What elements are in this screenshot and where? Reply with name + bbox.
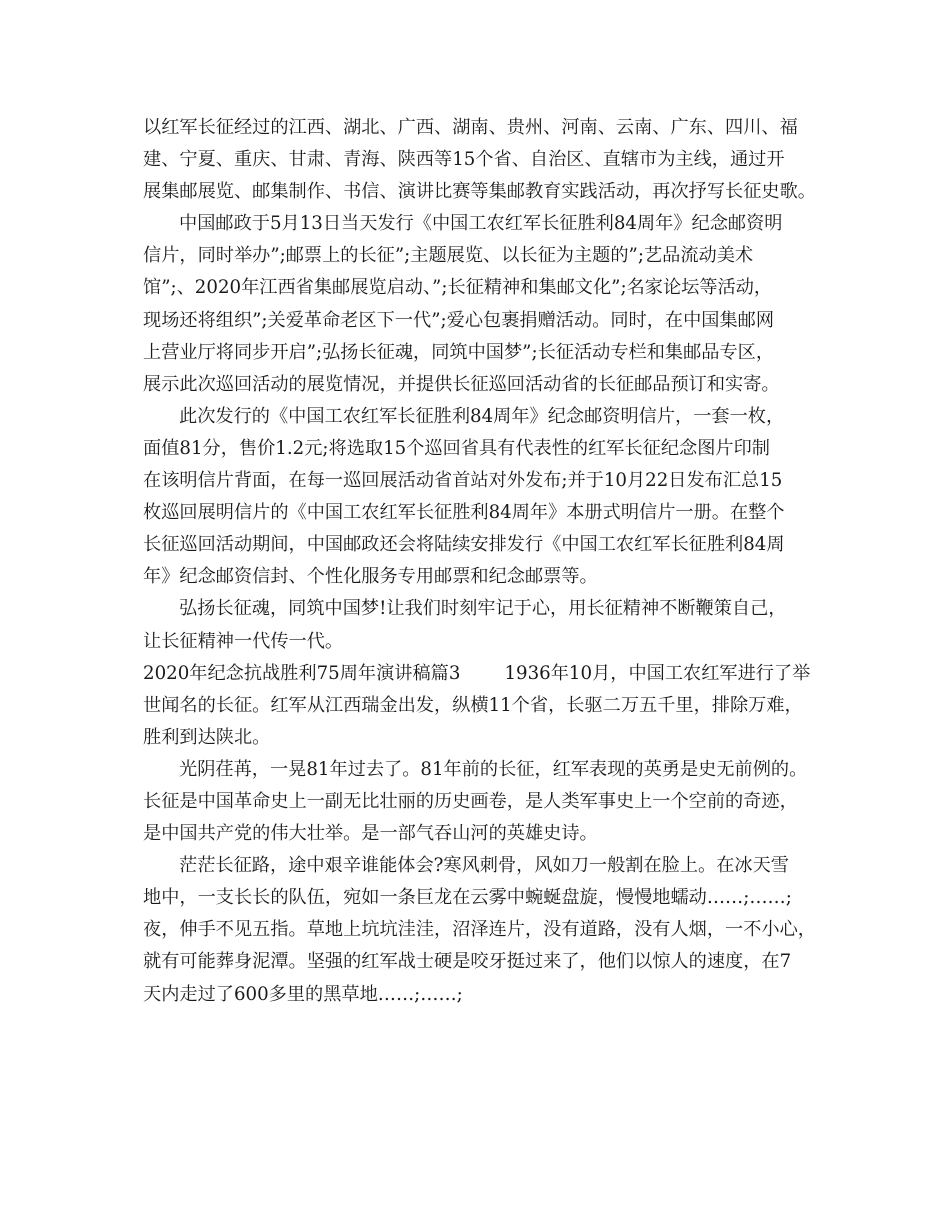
heading-line <box>143 658 823 690</box>
text-line: 枚巡回展明信片的《中国工农红军长征胜利84周年》本册式明信片一册。在整个 <box>143 502 785 524</box>
text-line: 长征巡回活动期间，中国邮政还会将陆续安排发行《中国工农红军长征胜利84周 <box>143 534 785 556</box>
text-block-1 <box>143 112 823 658</box>
text-line: 茫茫长征路，途中艰辛谁能体会?寒风刺骨，风如刀一般割在脸上。在冰天雪 <box>179 855 789 877</box>
text-line: 是中国共产党的伟大壮举。是一部气吞山河的英雄史诗。 <box>143 823 598 845</box>
text-line: 让长征精神一代传一代。 <box>143 630 344 652</box>
text-line: 地中，一支长长的队伍，宛如一条巨龙在云雾中蜿蜒盘旋，慢慢地蠕动……;……; <box>143 887 792 909</box>
text-line: 信片，同时举办”;邮票上的长征”;主题展览、以长征为主题的”;艺品流动美术 <box>143 245 754 267</box>
text-line: 光阴荏苒，一晃81年过去了。81年前的长征，红军表现的英勇是史无前例的。 <box>179 758 808 780</box>
text-line: 以红军长征经过的江西、湖北、广西、湖南、贵州、河南、云南、广东、四川、福 <box>143 117 798 138</box>
text-line: 面值81分，售价1.2元;将选取15个巡回省具有代表性的红军长征纪念图片印制 <box>143 437 770 459</box>
text-line: 此次发行的《中国工农红军长征胜利84周年》纪念邮资明信片，一套一枚， <box>179 405 785 427</box>
text-line: 馆”;、2020年江西省集邮展览启动、”;长征精神和集邮文化”;名家论坛等活动， <box>143 277 773 299</box>
heading-continuation: 1936年10月，中国工农红军进行了举 <box>504 662 811 684</box>
text-line: 长征是中国革命史上一副无比壮丽的历史画卷，是人类军事史上一个空前的奇迹， <box>143 790 798 812</box>
text-line: 展示此次巡回活动的展览情况，并提供长征巡回活动省的长征邮品预订和实寄。 <box>143 373 780 395</box>
text-line: 中国邮政于5月13日当天发行《中国工农红军长征胜利84周年》纪念邮资明 <box>179 213 783 235</box>
text-block-2 <box>143 690 823 1011</box>
document-body <box>143 112 823 1011</box>
text-line: 年》纪念邮资信封、个性化服务专用邮票和纪念邮票等。 <box>143 566 598 588</box>
text-line: 就有可能葬身泥潭。坚强的红军战士硬是咬牙挺过来了，他们以惊人的速度，在7 <box>143 951 792 973</box>
section-heading: 2020年纪念抗战胜利75周年演讲稿篇3 <box>143 662 461 684</box>
text-line: 弘扬长征魂，同筑中国梦!让我们时刻牢记于心，用长征精神不断鞭策自己， <box>179 598 787 620</box>
text-line: 天内走过了600多里的黑草地……;……; <box>143 983 463 1005</box>
text-line: 现场还将组织”;关爱革命老区下一代”;爱心包裹捐赠活动。同时，在中国集邮网 <box>143 309 775 331</box>
text-line: 世闻名的长征。红军从江西瑞金出发，纵横11个省，长驱二万五千里，排除万难， <box>143 694 803 716</box>
text-line: 在该明信片背面，在每一巡回展活动省首站对外发布;并于10月22日发布汇总15 <box>143 470 783 492</box>
text-line: 夜，伸手不见五指。草地上坑坑洼洼，沼泽连片，没有道路，没有人烟，一不小心， <box>143 919 816 941</box>
text-line: 展集邮展览、邮集制作、书信、演讲比赛等集邮教育实践活动，再次抒写长征史歌。 <box>143 181 816 203</box>
text-line: 胜利到达陕北。 <box>143 726 271 748</box>
text-line: 建、宁夏、重庆、甘肃、青海、陕西等15个省、自治区、直辖市为主线，通过开 <box>143 149 785 171</box>
text-line: 上营业厅将同步开启”;弘扬长征魂，同筑中国梦”;长征活动专栏和集邮品专区， <box>143 341 775 363</box>
